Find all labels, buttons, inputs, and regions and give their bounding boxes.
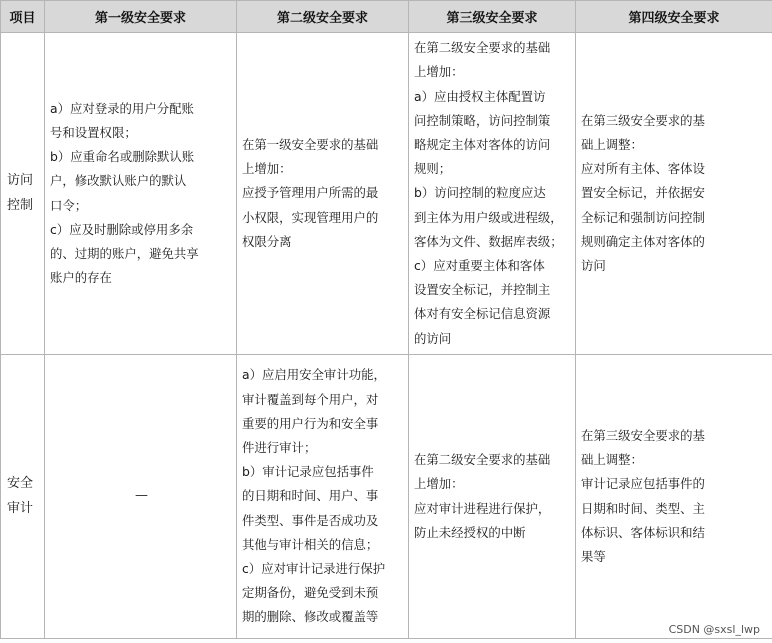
cell-text-line: 体标识、客体标识和结 <box>581 524 705 540</box>
cell-text-line: 在第一级安全要求的基础 <box>242 136 379 152</box>
cell-text-line: 期的删除、修改或覆盖等 <box>242 609 379 625</box>
cell-text-line: 上增加： <box>414 476 464 492</box>
cell-text-line: a）应对登录的用户分配账 <box>50 100 194 116</box>
cell-text-line: 口令； <box>50 197 88 213</box>
cell-text-line: 设置安全标记，并控制主 <box>414 282 551 298</box>
cell-text-line: 在第二级安全要求的基础 <box>414 40 551 56</box>
table-header-row <box>1 1 772 33</box>
header-level-2: 第二级安全要求 <box>237 1 409 33</box>
cell-level-4 <box>576 355 772 639</box>
cell-text-line: 应对所有主体、客体设 <box>581 161 705 177</box>
cell-text-line: 在第三级安全要求的基 <box>581 427 705 443</box>
cell-text-line: 上增加： <box>414 64 464 80</box>
cell-level-3 <box>409 33 576 355</box>
cell-text-line: 应对审计进程进行保护， <box>414 500 551 516</box>
cell-text-line: b）审计记录应包括事件 <box>242 464 374 480</box>
cell-text-line: a）应启用安全审计功能， <box>242 367 386 383</box>
cell-level-4 <box>576 33 772 355</box>
cell-text-line: 体对有安全标记信息资源 <box>414 306 551 322</box>
cell-text-line: 问控制策略，访问控制策 <box>414 112 551 128</box>
cell-text-line: 日期和时间、类型、主 <box>581 500 705 516</box>
cell-text-line: 审计覆盖到每个用户，对 <box>242 391 379 407</box>
cell-text-line: 户，修改默认账户的默认 <box>50 173 187 189</box>
cell-text-line: 全标记和强制访问控制 <box>581 209 705 225</box>
cell-text-line: 防止未经授权的中断 <box>414 524 526 540</box>
cell-text-line: 件类型、事件是否成功及 <box>242 512 379 528</box>
table-row-security-audit <box>1 355 772 639</box>
cell-text-line: 置安全标记，并依据安 <box>581 185 705 201</box>
cell-level-1 <box>45 355 237 639</box>
cell-text-line: 审计记录应包括事件的 <box>581 476 705 492</box>
cell-text-line: 的访问 <box>414 330 452 346</box>
cell-text-line: 客体为文件、数据库表级； <box>414 233 563 249</box>
cell-text-line: 础上调整： <box>581 136 643 152</box>
cell-text-line: 上增加： <box>242 161 292 177</box>
cell-text-line: c）应及时删除或停用多余 <box>50 221 194 237</box>
watermark: CSDN @sxsl_lwp <box>668 623 760 636</box>
cell-text-line: — <box>135 488 148 504</box>
cell-text-line: b）应重命名或删除默认账 <box>50 149 195 165</box>
cell-text-line: 重要的用户行为和安全事 <box>242 415 379 431</box>
cell-text-line: 账户的存在 <box>50 270 112 286</box>
cell-text-line: 权限分离 <box>242 233 292 249</box>
cell-text-line: 规则确定主体对客体的 <box>581 233 705 249</box>
cell-text-line: 审计 <box>7 500 34 516</box>
cell-text-line: 在第二级安全要求的基础 <box>414 452 551 468</box>
cell-text-line: 果等 <box>581 548 606 564</box>
cell-text-line: 定期备份，避免受到未预 <box>242 585 379 601</box>
cell-text-line: 到主体为用户级或进程级， <box>414 209 563 225</box>
cell-level-3 <box>409 355 576 639</box>
cell-text-line: 础上调整： <box>581 452 643 468</box>
cell-text-line: 在第三级安全要求的基 <box>581 112 705 128</box>
cell-text-line: b）访问控制的粒度应达 <box>414 185 546 201</box>
cell-text-line: 小权限，实现管理用户的 <box>242 209 379 225</box>
cell-text-line: 访问 <box>581 258 606 273</box>
cell-text-line: 号和设置权限； <box>50 124 137 140</box>
cell-text-line: 访问 <box>7 173 34 189</box>
cell-level-2 <box>237 33 409 355</box>
header-level-3: 第三级安全要求 <box>409 1 576 33</box>
cell-text-line: c）应对审计记录进行保护 <box>242 561 386 576</box>
cell-text-line: 规则； <box>414 161 452 177</box>
cell-text-line: 略规定主体对客体的访问 <box>414 136 551 152</box>
cell-text-line: 件进行审计； <box>242 439 317 455</box>
header-level-1: 第一级安全要求 <box>45 1 237 33</box>
cell-item <box>1 355 45 639</box>
table-row-access-control <box>1 33 772 355</box>
header-item: 项目 <box>1 1 45 33</box>
cell-text-line: 的、过期的账户，避免共享 <box>50 245 199 261</box>
cell-text-line: a）应由授权主体配置访 <box>414 88 546 104</box>
cell-level-1 <box>45 33 237 355</box>
cell-text-line: 安全 <box>7 476 34 492</box>
cell-text-line: 应授予管理用户所需的最 <box>242 185 379 201</box>
cell-item <box>1 33 45 355</box>
cell-text-line: 控制 <box>7 197 34 213</box>
cell-text-line: 其他与审计相关的信息； <box>242 536 379 552</box>
header-level-4: 第四级安全要求 <box>576 1 772 33</box>
cell-text-line: 的日期和时间、用户、事 <box>242 488 379 504</box>
cell-level-2 <box>237 355 409 639</box>
cell-text-line: c）应对重要主体和客体 <box>414 258 545 273</box>
